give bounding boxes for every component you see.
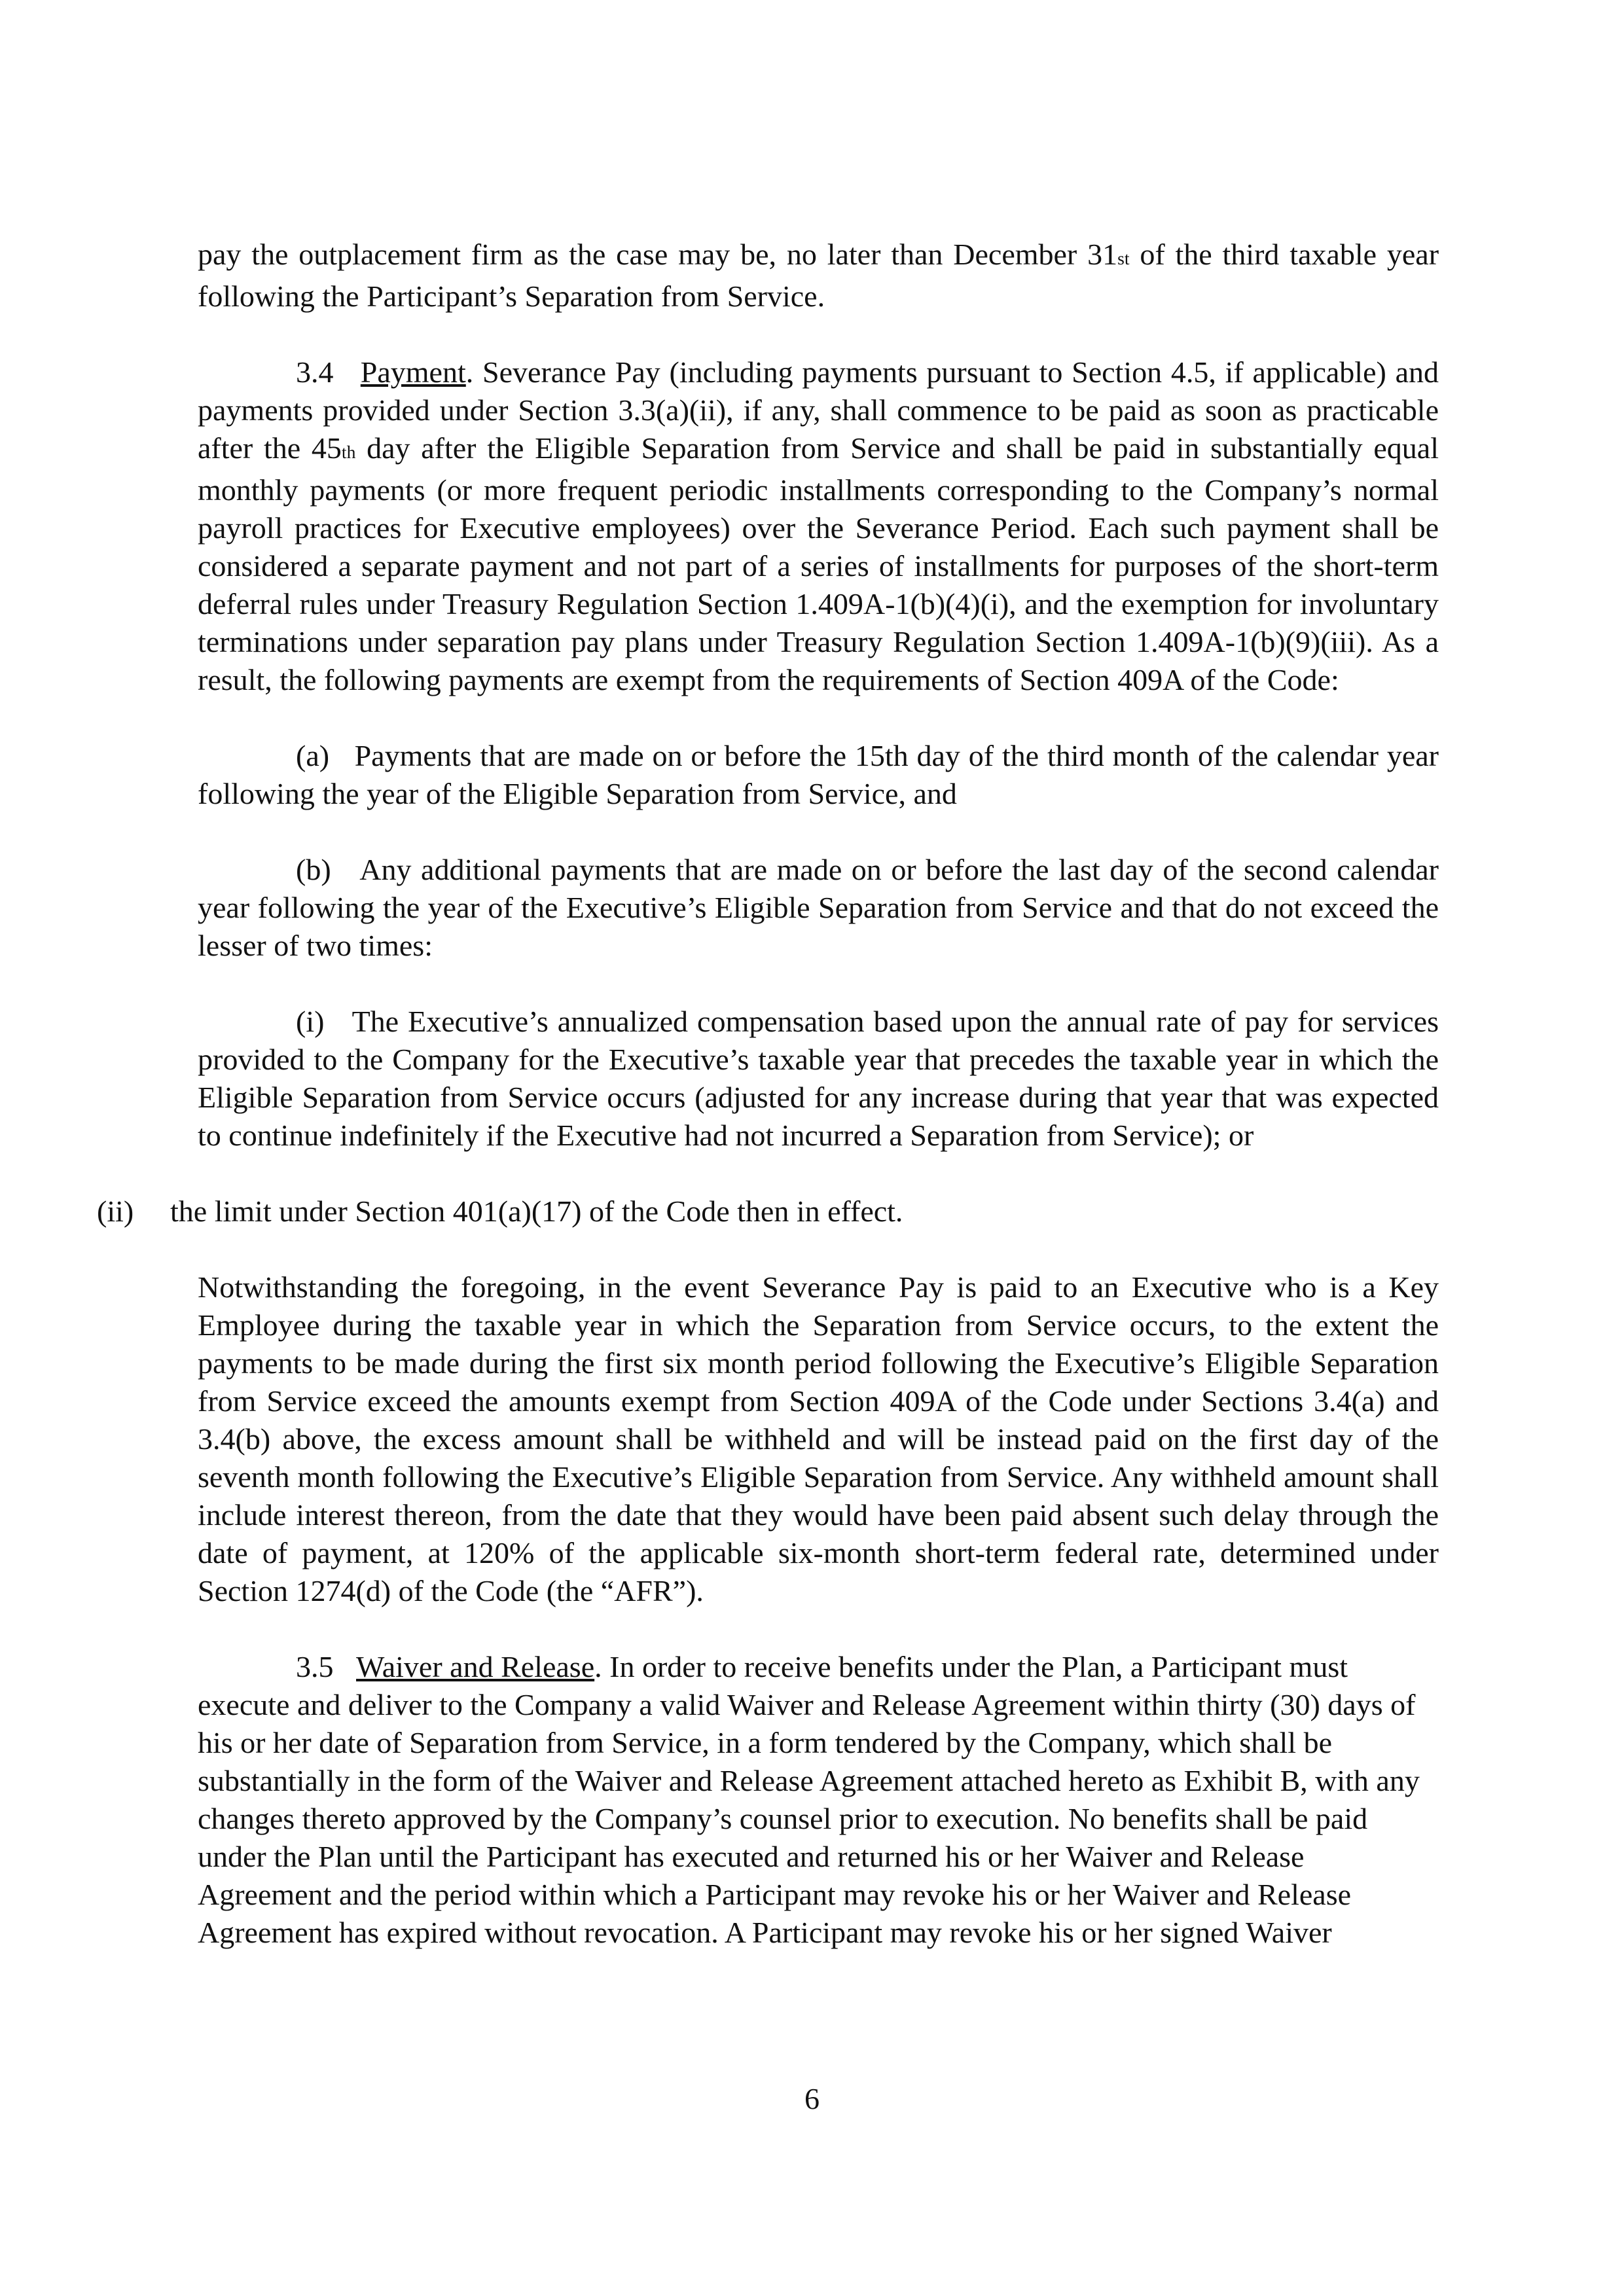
section-number: 3.4 bbox=[296, 355, 334, 389]
clause-label: (b) bbox=[296, 853, 331, 886]
text: . Severance Pay (including payments pursuant to Section 4.5, if applicable) and payments provided under Section 3.3(a)(ii), if any, shall commence to be paid as soon as practicable after the 45 bbox=[198, 355, 1439, 465]
page-number: 6 bbox=[804, 2082, 820, 2115]
clause-ii bbox=[97, 1193, 1439, 1230]
text: . In order to receive benefits under the Plan, a Participant must execute and deliver to the Company a valid Waiver and Release Agreement within thirty (30) days of his or her date of Separation from Service, in a form tendered by the Company, which shall be substantially in the form of the Waiver and Release Agreement attached hereto as Exhibit B, with any changes thereto approved by the Company’s counsel prior to execution. No benefits shall be paid under the Plan until the Participant has executed and returned his or her Waiver and Release Agreement and the period within which a Participant may revoke his or her Waiver and Release Agreement has expired without revocation. A Participant may revoke his or her signed Waiver bbox=[198, 1650, 1420, 1949]
clause-i bbox=[198, 1003, 1439, 1155]
clause-label: (a) bbox=[296, 739, 330, 772]
ordinal-suffix: th bbox=[341, 442, 356, 462]
document-body bbox=[97, 236, 1439, 1952]
paragraph-notwithstanding bbox=[198, 1268, 1439, 1610]
clause-label: (i) bbox=[296, 1005, 325, 1038]
clause-text: the limit under Section 401(a)(17) of the Code then in effect. bbox=[170, 1194, 903, 1228]
text: pay the outplacement firm as the case may be, no later than December 31 bbox=[198, 238, 1118, 271]
text: Notwithstanding the foregoing, in the event Severance Pay is paid to an Executive who is a Key Employee during the taxable year in which the Separation from Service occurs, to the extent the payments to be made during the first six month period following the Executive’s Eligible Separation from Service exceed the amounts exempt from Section 409A of the Code under Sections 3.4(a) and 3.4(b) above, the excess amount shall be withheld and will be instead paid on the first day of the seventh month following the Executive’s Eligible Separation from Service. Any withheld amount shall include interest thereon, from the date that they would have been paid absent such delay through the date of payment, at 120% of the applicable six-month short-term federal rate, determined under Section 1274(d) of the Code (the “AFR”). bbox=[198, 1270, 1439, 1607]
ordinal-suffix: st bbox=[1117, 248, 1130, 268]
section-3-5-waiver bbox=[198, 1648, 1439, 1952]
section-heading: Payment bbox=[360, 355, 466, 389]
clause-text: The Executive’s annualized compensation based upon the annual rate of pay for services provided to the Company for the Executive’s taxable year that precedes the taxable year in which the Eligible Separation from Service occurs (adjusted for any increase during that year that was expected to continue indefinitely if the Executive had not incurred a Separation from Service); or bbox=[198, 1005, 1439, 1152]
section-number: 3.5 bbox=[296, 1650, 334, 1683]
text: of the third taxable year following the Participant’s Separation from Service. bbox=[198, 238, 1439, 313]
clause-text: Payments that are made on or before the 15th day of the third month of the calendar year following the year of the Eligible Separation from Service, and bbox=[198, 739, 1439, 810]
paragraph-outplacement-continued bbox=[198, 236, 1439, 315]
clause-text: Any additional payments that are made on or before the last day of the second calendar year following the year of the Executive’s Eligible Separation from Service and that do not exceed the lesser of two times: bbox=[198, 853, 1439, 962]
clause-label: (ii) bbox=[97, 1194, 134, 1228]
clause-b bbox=[198, 851, 1439, 965]
section-3-4-payment bbox=[198, 353, 1439, 699]
clause-a bbox=[198, 737, 1439, 813]
section-heading: Waiver and Release bbox=[356, 1650, 595, 1683]
text: day after the Eligible Separation from Service and shall be paid in substantially equal monthly payments (or more frequent periodic installments corresponding to the Company’s normal payroll practices for Executive employees) over the Severance Period. Each such payment shall be considered a separate payment and not part of a series of installments for purposes of the short-term deferral rules under Treasury Regulation Section 1.409A-1(b)(4)(i), and the exemption for involuntary terminations under separation pay plans under Treasury Regulation Section 1.409A-1(b)(9)(iii). As a result, the following payments are exempt from the requirements of Section 409A of the Code: bbox=[198, 431, 1439, 696]
